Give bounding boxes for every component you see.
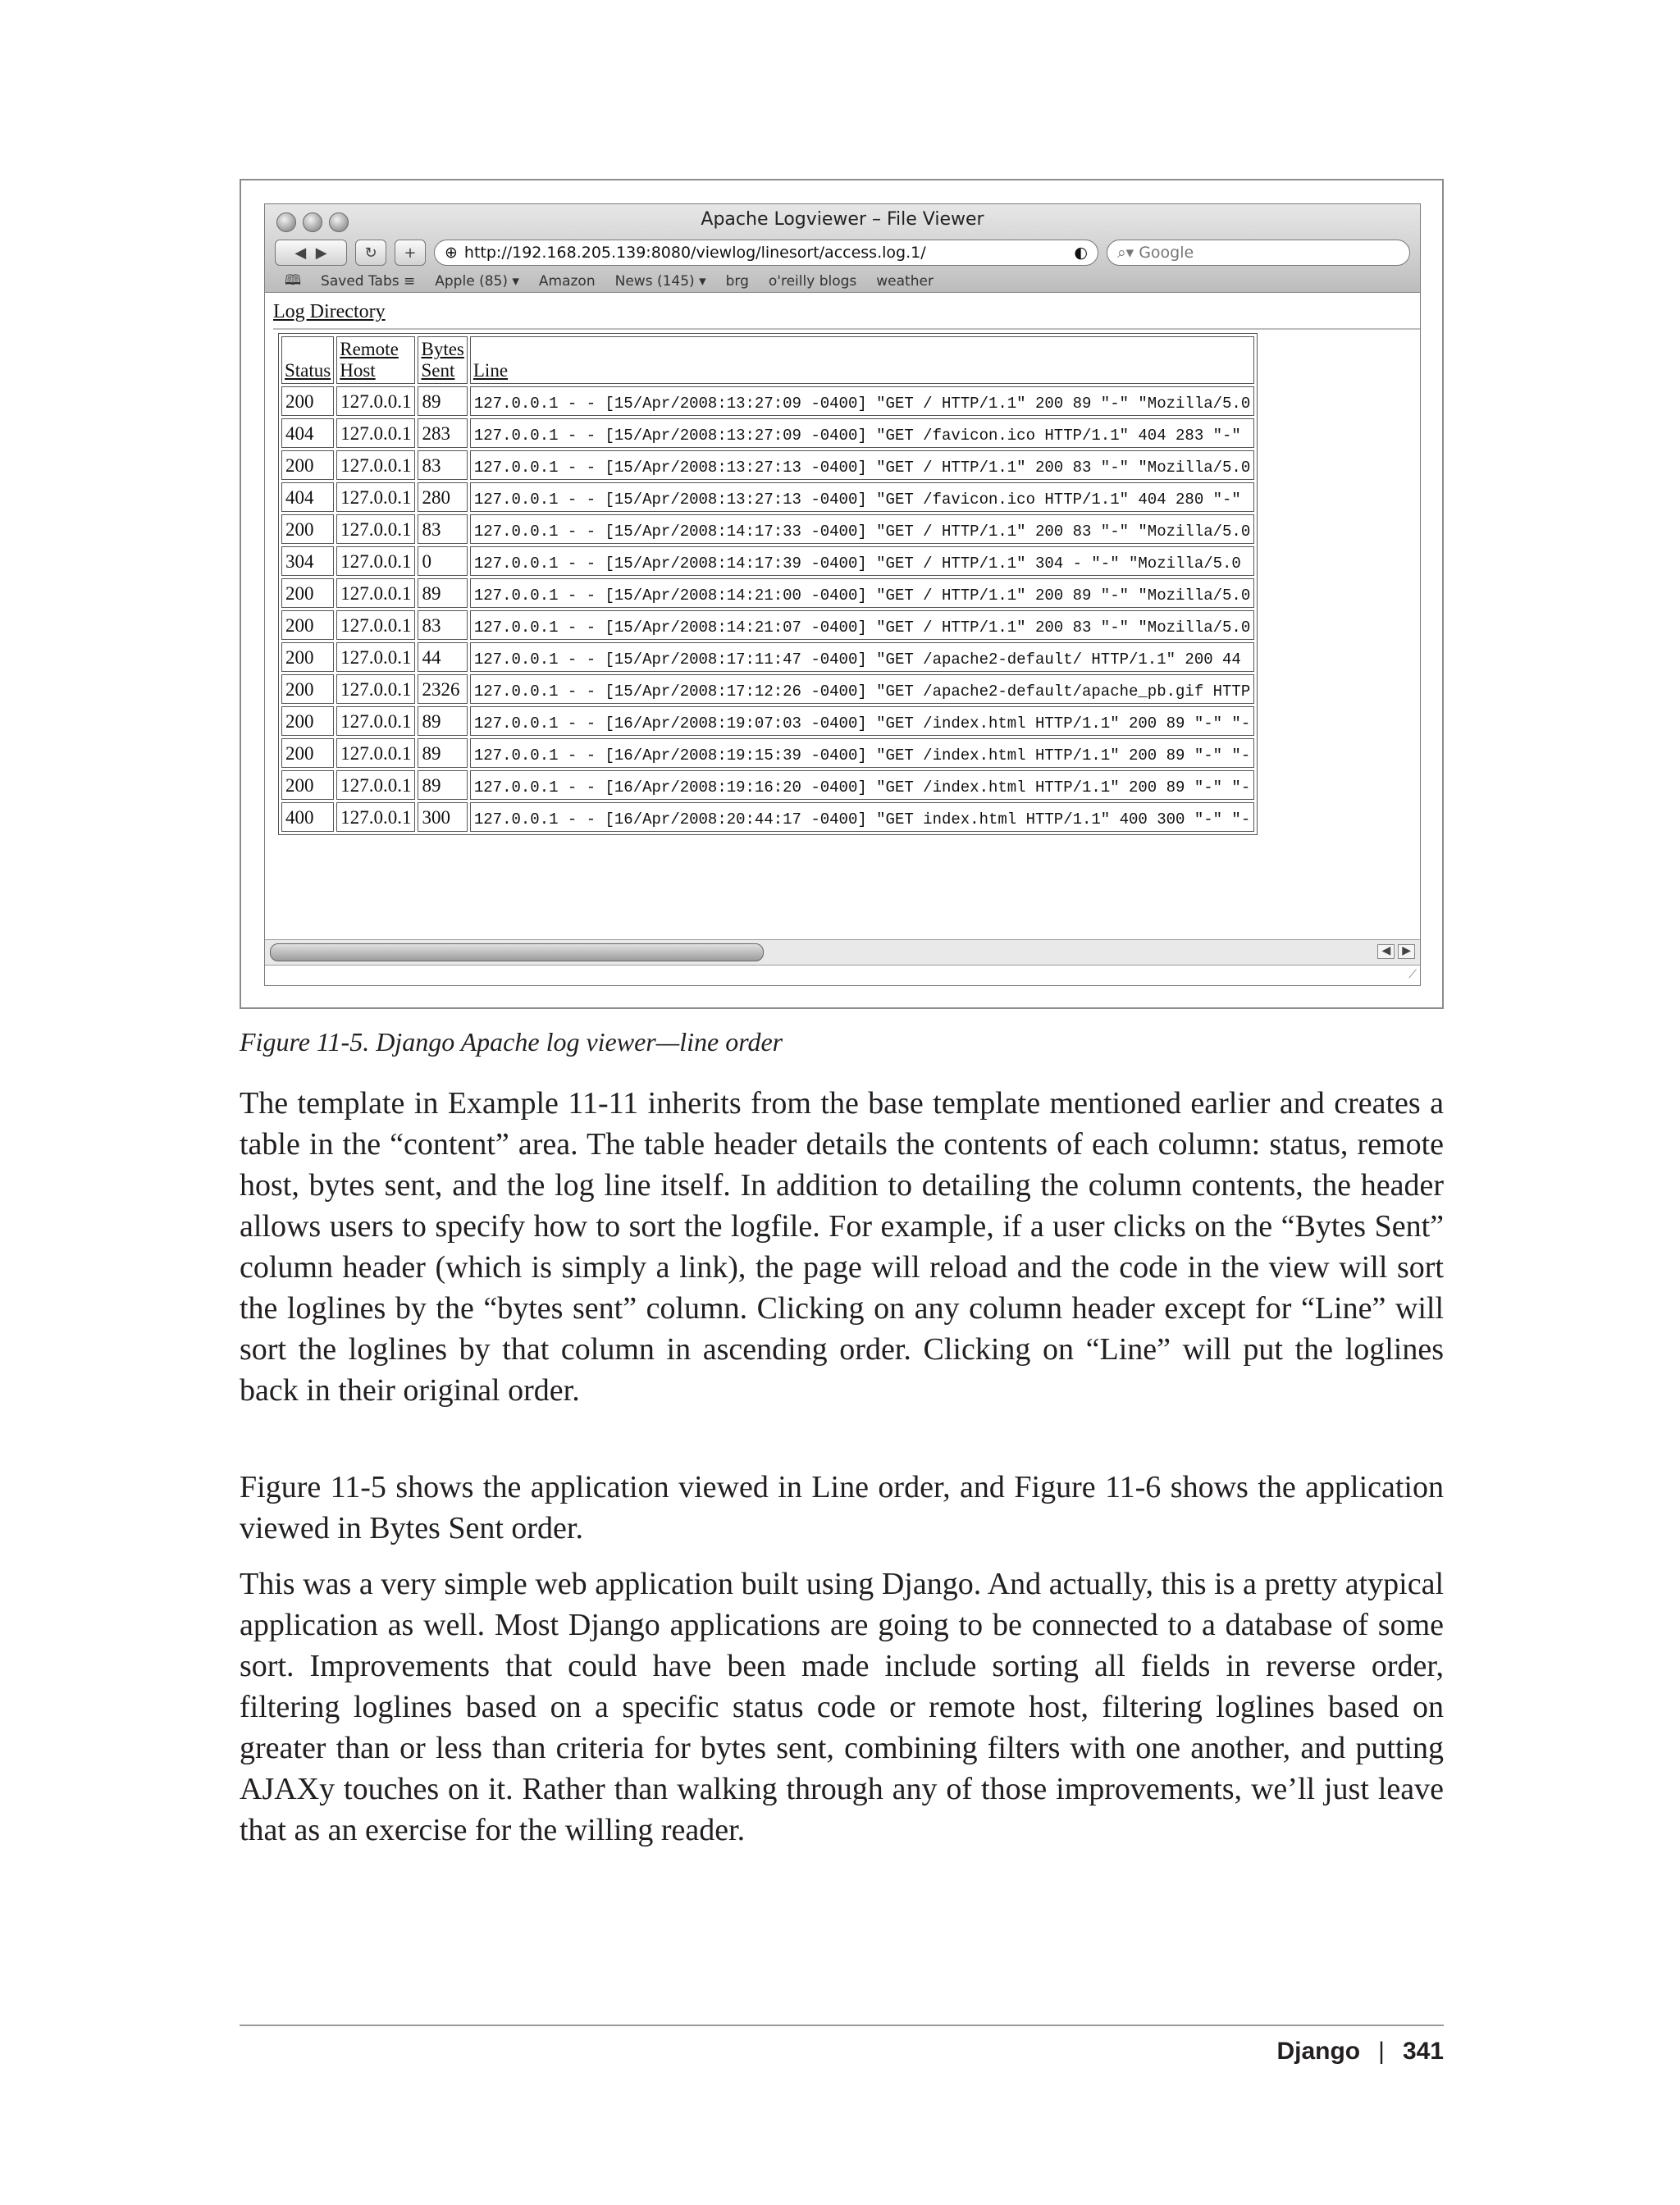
table-row: [281, 418, 1254, 448]
status-cell: 200: [281, 386, 334, 416]
window-title: Apache Logviewer – File Viewer: [701, 209, 984, 230]
address-bar[interactable]: [434, 240, 1098, 266]
remote-host-cell: 127.0.0.1: [336, 514, 415, 544]
table-row: [281, 578, 1254, 608]
url-text[interactable]: http://192.168.205.139:8080/viewlog/linesort/access.log.1/: [463, 244, 926, 262]
status-cell: 304: [281, 546, 334, 576]
globe-icon: ⊕: [445, 244, 458, 262]
remote-host-cell: 127.0.0.1: [336, 642, 415, 672]
table-row: [281, 450, 1254, 480]
log-directory-link[interactable]: Log Directory: [273, 301, 386, 322]
browser-titlebar: [265, 204, 1420, 293]
scroll-arrows: [1377, 944, 1415, 959]
remote-host-cell: 127.0.0.1: [336, 418, 415, 448]
bytes-sent-cell: 89: [418, 770, 467, 800]
paragraph-text: The template in Example 11-11 inherits from the base template mentioned earlier and creates a table in the “content” area. The table header details the contents of each column: status, remote host, bytes sent, and the log line itself. In addition to detailing the column contents, the header allows users to specify how to sort the logfile. For example, if a user clicks on the “Bytes Sent” column header (which is simply a link), the page will reload and the code in the view will sort the loglines by the “bytes sent” column. Clicking on any column header except for “Line” will sort the loglines by that column in ascending order. Clicking on “Line” will put the loglines back in their original order.: [240, 1086, 1444, 1408]
search-placeholder: Google: [1139, 244, 1194, 262]
bookmarks-bar: [285, 273, 1410, 290]
back-forward-buttons[interactable]: [275, 240, 347, 266]
remote-host-column-header[interactable]: [336, 336, 415, 384]
log-line-cell: 127.0.0.1 - - [15/Apr/2008:13:27:09 -0400] "GET / HTTP/1.1" 200 89 "-" "Mozilla/5.0: [470, 386, 1254, 416]
bookmark-item[interactable]: Apple (85) ▾: [435, 273, 519, 290]
log-line-cell: 127.0.0.1 - - [15/Apr/2008:17:11:47 -0400] "GET /apache2-default/ HTTP/1.1" 200 44: [470, 642, 1254, 672]
table-row: [281, 706, 1254, 736]
resize-grip-icon[interactable]: ⟋: [1408, 969, 1417, 981]
scroll-right-icon[interactable]: ▶: [1398, 944, 1415, 959]
bytes-sent-cell: 89: [418, 706, 467, 736]
paragraph-text: Figure 11-5 shows the application viewed in Line order, and Figure 11-6 shows the application viewed in Bytes Sent order.: [240, 1470, 1444, 1545]
bytes-sent-cell: 2326: [418, 674, 467, 704]
remote-host-cell: 127.0.0.1: [336, 482, 415, 512]
bytes-sent-cell: 283: [418, 418, 467, 448]
remote-host-cell: 127.0.0.1: [336, 386, 415, 416]
log-line-cell: 127.0.0.1 - - [15/Apr/2008:14:21:07 -0400] "GET / HTTP/1.1" 200 83 "-" "Mozilla/5.0: [470, 610, 1254, 640]
bytes-sent-cell: 44: [418, 642, 467, 672]
remote-host-cell: 127.0.0.1: [336, 674, 415, 704]
back-arrow-icon[interactable]: ◀: [294, 244, 307, 262]
table-row: [281, 674, 1254, 704]
status-cell: 200: [281, 578, 334, 608]
reload-icon: ↻: [364, 244, 377, 262]
remote-host-cell: 127.0.0.1: [336, 738, 415, 768]
bookmark-item[interactable]: Saved Tabs ≡: [321, 273, 416, 290]
remote-host-cell: 127.0.0.1: [336, 770, 415, 800]
log-line-cell: 127.0.0.1 - - [15/Apr/2008:13:27:09 -0400] "GET /favicon.ico HTTP/1.1" 404 283 "-": [470, 418, 1254, 448]
page-content: [265, 293, 1420, 926]
bytes-sent-cell: 89: [418, 578, 467, 608]
table-row: [281, 514, 1254, 544]
log-line-cell: 127.0.0.1 - - [16/Apr/2008:19:15:39 -0400] "GET /index.html HTTP/1.1" 200 89 "-" "-: [470, 738, 1254, 768]
bookmark-item[interactable]: o'reilly blogs: [768, 273, 857, 290]
bytes-sent-cell: 280: [418, 482, 467, 512]
scrollbar-thumb[interactable]: [270, 943, 764, 961]
horizontal-scrollbar[interactable]: [265, 939, 1420, 966]
log-table: [278, 333, 1258, 835]
bytes-sent-cell: 89: [418, 386, 467, 416]
line-column-header[interactable]: [470, 336, 1254, 384]
paragraph: [240, 1564, 1444, 1851]
remote-host-cell: 127.0.0.1: [336, 706, 415, 736]
book-icon[interactable]: 🕮: [285, 272, 302, 289]
forward-arrow-icon[interactable]: ▶: [315, 244, 327, 262]
bytes-sent-column-header[interactable]: [418, 336, 467, 384]
snapback-icon[interactable]: ◐: [1074, 244, 1088, 262]
status-cell: 200: [281, 770, 334, 800]
log-line-cell: 127.0.0.1 - - [15/Apr/2008:14:17:39 -0400] "GET / HTTP/1.1" 304 - "-" "Mozilla/5.0: [470, 546, 1254, 576]
bytes-sent-cell: 300: [418, 802, 467, 832]
status-cell: 404: [281, 482, 334, 512]
figure-caption: Figure 11-5. Django Apache log viewer—line order: [240, 1027, 783, 1057]
footer-section: Django: [1276, 2038, 1361, 2065]
add-bookmark-button[interactable]: [395, 240, 426, 266]
search-field[interactable]: [1107, 240, 1410, 266]
remote-host-cell: 127.0.0.1: [336, 578, 415, 608]
remote-host-cell: 127.0.0.1: [336, 610, 415, 640]
bytes-sent-sort-link[interactable]: [421, 339, 463, 381]
log-line-cell: 127.0.0.1 - - [15/Apr/2008:13:27:13 -0400] "GET /favicon.ico HTTP/1.1" 404 280 "-": [470, 482, 1254, 512]
status-column-header[interactable]: [281, 336, 334, 384]
paragraph: [240, 1083, 1444, 1411]
navigation-toolbar: [275, 237, 1410, 268]
bytes-sent-header-line2: Sent: [421, 360, 455, 381]
remote-host-cell: 127.0.0.1: [336, 450, 415, 480]
status-cell: 200: [281, 642, 334, 672]
status-sort-link[interactable]: Status: [285, 360, 331, 381]
table-header-row: [281, 336, 1254, 384]
log-line-cell: 127.0.0.1 - - [16/Apr/2008:19:07:03 -0400] "GET /index.html HTTP/1.1" 200 89 "-" "-: [470, 706, 1254, 736]
log-table-body: [281, 386, 1254, 832]
figure-screenshot: [240, 179, 1444, 1009]
reload-button[interactable]: [355, 240, 386, 266]
status-cell: 200: [281, 738, 334, 768]
status-cell: 200: [281, 514, 334, 544]
status-cell: 200: [281, 674, 334, 704]
log-line-cell: 127.0.0.1 - - [15/Apr/2008:17:12:26 -0400] "GET /apache2-default/apache_pb.gif HTTP: [470, 674, 1254, 704]
line-sort-link[interactable]: Line: [472, 360, 509, 381]
footer-rule: [240, 2025, 1444, 2026]
bytes-sent-cell: 83: [418, 450, 467, 480]
status-cell: 200: [281, 610, 334, 640]
bytes-sent-cell: 0: [418, 546, 467, 576]
paragraph-text: This was a very simple web application built using Django. And actually, this is a pretty atypical application as well. Most Django applications are going to be connected to a database of some sort. Improvements that could have been made include sorting all fields in reverse order, filtering loglines based on a specific status code or remote host, filtering loglines based on greater than or less than criteria for bytes sent, combining filters with one another, and putting AJAXy touches on it. Rather than walking through any of those improvements, we’ll just leave that as an exercise for the willing reader.: [240, 1567, 1444, 1847]
status-cell: 404: [281, 418, 334, 448]
table-row: [281, 802, 1254, 832]
table-row: [281, 770, 1254, 800]
log-line-cell: 127.0.0.1 - - [16/Apr/2008:20:44:17 -0400] "GET index.html HTTP/1.1" 400 300 "-" "-: [470, 802, 1254, 832]
table-row: [281, 738, 1254, 768]
scroll-left-icon[interactable]: ◀: [1377, 944, 1395, 959]
bytes-sent-header-line1: Bytes: [421, 339, 464, 359]
bookmark-item[interactable]: brg: [725, 273, 749, 290]
remote-host-header-line1: Remote: [340, 339, 399, 359]
log-line-cell: 127.0.0.1 - - [15/Apr/2008:13:27:13 -0400] "GET / HTTP/1.1" 200 83 "-" "Mozilla/5.0: [470, 450, 1254, 480]
search-icon: ⌕▾: [1117, 244, 1134, 262]
bookmark-item[interactable]: weather: [876, 273, 934, 290]
remote-host-header-line2: Host: [340, 360, 376, 381]
status-cell: 200: [281, 706, 334, 736]
table-row: [281, 386, 1254, 416]
table-row: [281, 482, 1254, 512]
content-divider: [273, 328, 1420, 330]
log-line-cell: 127.0.0.1 - - [15/Apr/2008:14:21:00 -0400] "GET / HTTP/1.1" 200 89 "-" "Mozilla/5.0: [470, 578, 1254, 608]
remote-host-cell: 127.0.0.1: [336, 546, 415, 576]
bytes-sent-cell: 83: [418, 610, 467, 640]
bookmark-item[interactable]: Amazon: [538, 273, 596, 290]
bytes-sent-cell: 83: [418, 514, 467, 544]
table-row: [281, 546, 1254, 576]
table-row: [281, 642, 1254, 672]
remote-host-cell: 127.0.0.1: [336, 802, 415, 832]
log-line-cell: 127.0.0.1 - - [16/Apr/2008:19:16:20 -0400] "GET /index.html HTTP/1.1" 200 89 "-" "-: [470, 770, 1254, 800]
remote-host-sort-link[interactable]: [340, 339, 412, 381]
paragraph: [240, 1467, 1444, 1549]
page-number: 341: [1402, 2038, 1444, 2065]
footer-separator: |: [1378, 2038, 1385, 2065]
status-cell: 200: [281, 450, 334, 480]
bytes-sent-cell: 89: [418, 738, 467, 768]
log-line-cell: 127.0.0.1 - - [15/Apr/2008:14:17:33 -0400] "GET / HTTP/1.1" 200 83 "-" "Mozilla/5.0: [470, 514, 1254, 544]
table-row: [281, 610, 1254, 640]
status-cell: 400: [281, 802, 334, 832]
browser-window: [264, 203, 1421, 986]
page-footer: [1276, 2038, 1444, 2066]
plus-icon: +: [404, 244, 417, 262]
bookmark-item[interactable]: News (145) ▾: [614, 273, 706, 290]
